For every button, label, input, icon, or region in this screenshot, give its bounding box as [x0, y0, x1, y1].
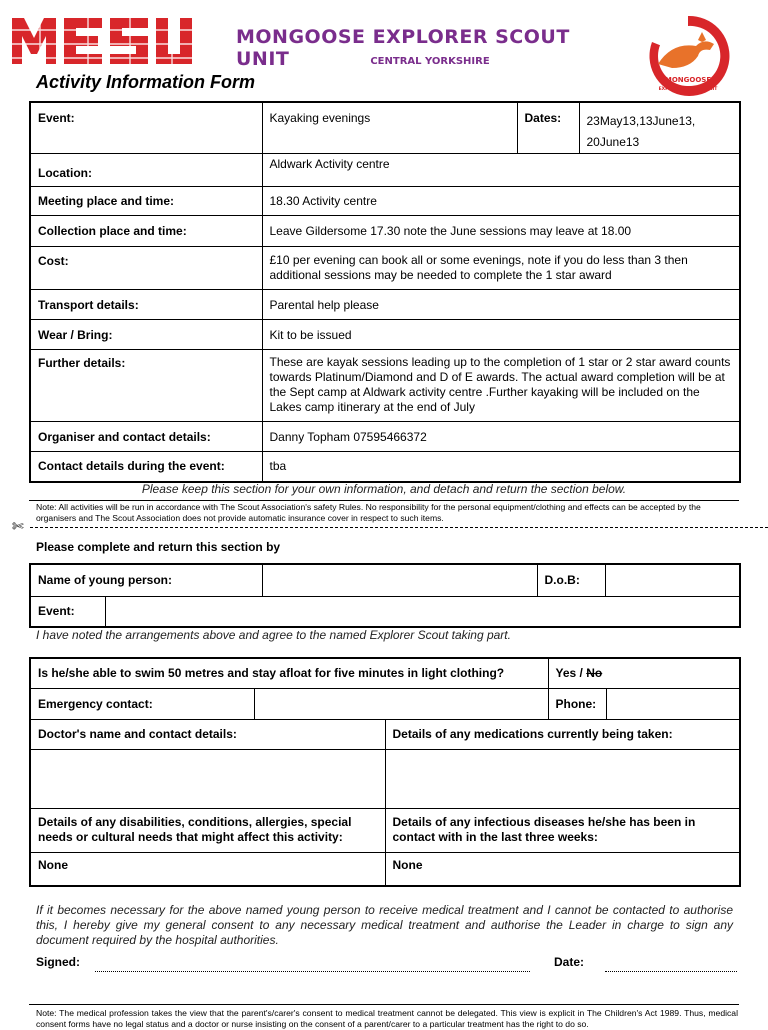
unit-subtitle: CENTRAL YORKSHIRE: [370, 56, 490, 67]
safety-note: Note: All activities will be run in accordance with The Scout Association's safety Rules. No responsibility for the personal equipment/clothing and effects can be accepted by the organisers and The Scout Association does not provide automatic insurance cover in respect to such items.: [36, 502, 701, 523]
event-label: Event:: [30, 102, 262, 154]
emergency-label: Emergency contact:: [30, 688, 254, 719]
signature-line[interactable]: [95, 971, 530, 972]
date-label: Date:: [554, 955, 585, 969]
medications-label: Details of any medications currently being taken:: [385, 719, 740, 749]
organiser-row: [30, 422, 740, 452]
footer-note: Note: The medical profession takes the view that the parent's/carer's consent to medical treatment cannot be delegated. This view is explicit in The Children's Act 1989. Thus, medical consent forms have no legal status and a doctor or nurse insisting on the consent of a parent/carer to a particular treatment has the right to do so.: [36, 1008, 738, 1029]
return-event-row: [30, 596, 740, 627]
wear-row: [30, 320, 740, 350]
location-value: Aldwark Activity centre: [262, 154, 740, 187]
name-label: Name of young person:: [30, 564, 262, 596]
phone-label: Phone:: [548, 688, 606, 719]
medical-table: [29, 657, 741, 887]
contact-during-row: [30, 452, 740, 482]
form-title: Activity Information Form: [36, 72, 256, 92]
transport-value: Parental help please: [262, 290, 740, 320]
phone-field[interactable]: [606, 688, 740, 719]
activity-info-table: [29, 101, 741, 483]
dates-line-2: 20June13: [586, 135, 640, 149]
doctor-field-row: [30, 749, 740, 808]
swim-answer: [548, 658, 740, 688]
medications-field[interactable]: [385, 749, 740, 808]
dates-label: Dates:: [517, 102, 579, 154]
contact-during-label: Contact details during the event:: [30, 452, 262, 482]
return-heading: Please complete and return this section by: [36, 540, 281, 554]
event-value: Kayaking evenings: [262, 102, 517, 154]
doctor-label: Doctor's name and contact details:: [30, 719, 385, 749]
collection-row: [30, 216, 740, 247]
disabilities-value[interactable]: None: [30, 852, 385, 886]
collection-value: Leave Gildersome 17.30 note the June sessions may leave at 18.00: [262, 216, 740, 247]
dates-value: [579, 102, 740, 154]
doctor-field[interactable]: [30, 749, 385, 808]
return-event-field[interactable]: [105, 596, 740, 627]
conditions-value-row: [30, 852, 740, 886]
infectious-label: Details of any infectious diseases he/she has been in contact with in the last three weeks:: [385, 808, 740, 852]
location-label: Location:: [30, 154, 262, 187]
meeting-row: [30, 187, 740, 216]
scissors-icon: ✄: [12, 518, 24, 534]
further-label: Further details:: [30, 350, 262, 422]
emergency-row: [30, 688, 740, 719]
doctor-header-row: [30, 719, 740, 749]
cut-line: [30, 527, 768, 528]
disabilities-label: Details of any disabilities, conditions, allergies, special needs or cultural needs that might affect this activity:: [30, 808, 385, 852]
name-row: [30, 564, 740, 596]
contact-during-value: tba: [262, 452, 740, 482]
location-row: [30, 154, 740, 187]
yes-label: Yes /: [555, 666, 583, 681]
further-value: These are kayak sessions leading up to the completion of 1 star or 2 star award counts towards Platinum/Diamond and D of E awards. The actual award completion will be at the Sept camp at Aldwark activity centre .Further kayaking will be included on the Lakes camp itinerary at the end of July: [262, 350, 740, 422]
return-details-table: [29, 563, 741, 628]
name-field[interactable]: [262, 564, 537, 596]
event-row: [30, 102, 740, 154]
keep-section-note: Please keep this section for your own information, and detach and return the section below.: [141, 482, 627, 496]
badge-top-text: MONGOOSE: [664, 76, 712, 84]
cost-row: [30, 247, 740, 290]
return-event-label: Event:: [30, 596, 105, 627]
swim-question: Is he/she able to swim 50 metres and stay afloat for five minutes in light clothing?: [30, 658, 548, 688]
wear-value: Kit to be issued: [262, 320, 740, 350]
meeting-value: 18.30 Activity centre: [262, 187, 740, 216]
emergency-field[interactable]: [254, 688, 548, 719]
transport-label: Transport details:: [30, 290, 262, 320]
unit-title: MONGOOSE EXPLORER SCOUT UNIT: [236, 26, 570, 70]
wear-label: Wear / Bring:: [30, 320, 262, 350]
further-row: [30, 350, 740, 422]
footer-divider: [29, 1004, 739, 1005]
meeting-label: Meeting place and time:: [30, 187, 262, 216]
date-line[interactable]: [605, 971, 737, 972]
signed-label: Signed:: [36, 955, 80, 969]
organiser-value: Danny Topham 07595466372: [262, 422, 740, 452]
consent-text: If it becomes necessary for the above named young person to receive medical treatment and I cannot be contacted to authorise this, I hereby give my general consent to any necessary medical treatment and authorise the Leader in charge to sign any document required by the hospital authorities.: [36, 903, 733, 947]
conditions-header-row: [30, 808, 740, 852]
transport-row: [30, 290, 740, 320]
cost-label: Cost:: [30, 247, 262, 290]
mongoose-badge-logo: [638, 12, 738, 96]
organiser-label: Organiser and contact details:: [30, 422, 262, 452]
swim-row: [30, 658, 740, 688]
no-label-struck: No: [586, 666, 603, 681]
dob-field[interactable]: [605, 564, 740, 596]
dates-line-1: 23May13,13June13,: [586, 114, 696, 128]
collection-label: Collection place and time:: [30, 216, 262, 247]
badge-bottom-text: EXPLORER SCOUT UNIT: [658, 87, 718, 92]
cost-value: £10 per evening can book all or some evenings, note if you do less than 3 then additional sessions may be needed to complete the 1 star award: [262, 247, 740, 290]
note-divider: [29, 500, 739, 501]
agree-note: I have noted the arrangements above and agree to the named Explorer Scout taking part.: [36, 628, 511, 642]
mesu-logo: [10, 14, 194, 66]
dob-label: D.o.B:: [537, 564, 605, 596]
infectious-value[interactable]: None: [385, 852, 740, 886]
